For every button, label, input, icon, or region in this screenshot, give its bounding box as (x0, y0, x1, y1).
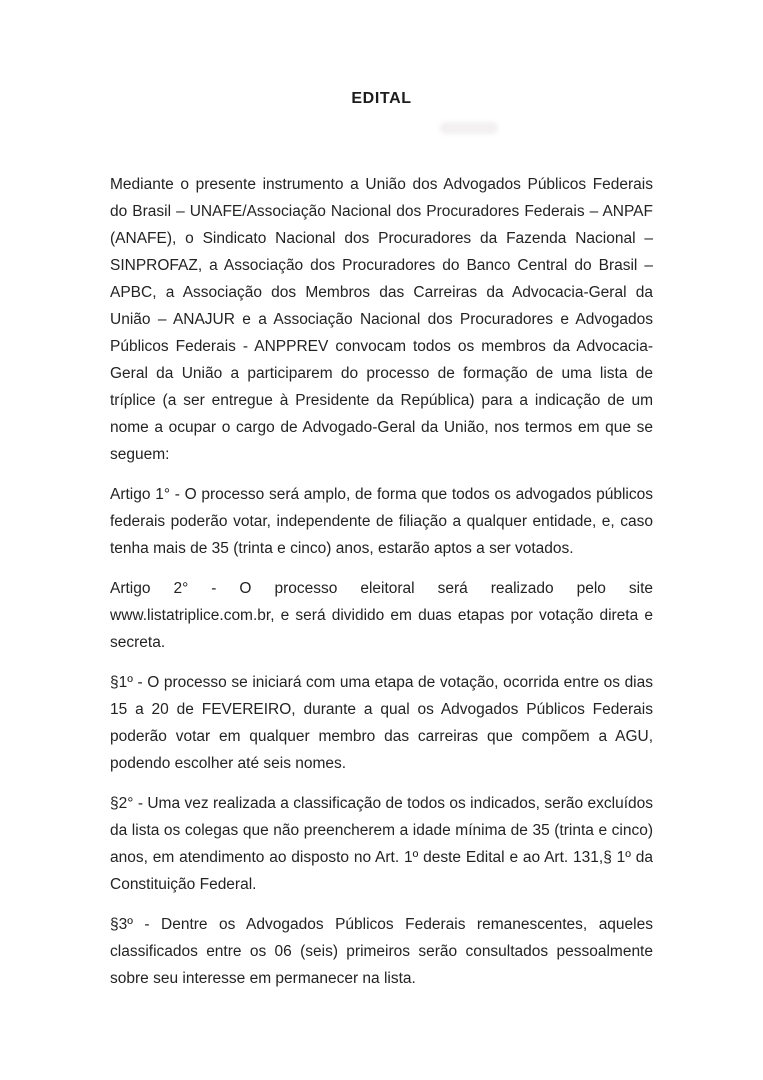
paragrafo-2-paragraph: §2° - Uma vez realizada a classificação de todos os indicados, serão excluídos da lista os colegas que não preencherem a idade mínima de 35 (trinta e cinco) anos, em atendimento ao disposto no Art. 1º deste Edital e ao Art. 131,§ 1º da Constituição Federal. (110, 795, 653, 893)
paragrafo-3-paragraph: §3º - Dentre os Advogados Públicos Federais remanescentes, aqueles classificados entre os 06 (seis) primeiros serão consultados pessoalmente sobre seu interesse em permanecer na lista. (110, 916, 653, 987)
artigo-2-paragraph: Artigo 2° - O processo eleitoral será realizado pelo site www.listatriplice.com.br, e será dividido em duas etapas por votação direta e secreta. (110, 580, 653, 651)
document-body (110, 171, 653, 992)
scan-smudge-artifact (440, 122, 498, 134)
artigo-1-paragraph: Artigo 1° - O processo será amplo, de forma que todos os advogados públicos federais poderão votar, independente de filiação a qualquer entidade, e, caso tenha mais de 35 (trinta e cinco) anos, estarão aptos a ser votados. (110, 486, 653, 557)
intro-paragraph: Mediante o presente instrumento a União dos Advogados Públicos Federais do Brasil – UNAFE/Associação Nacional dos Procuradores Federais – ANPAF (ANAFE), o Sindicato Nacional dos Procuradores da Fazenda Nacional – SINPROFAZ, a Associação dos Procuradores do Banco Central do Brasil – APBC, a Associação dos Membros das Carreiras da Advocacia-Geral da União – ANAJUR e a Associação Nacional dos Procuradores e Advogados Públicos Federais - ANPPREV convocam todos os membros da Advocacia-Geral da União a participarem do processo de formação de uma lista de tríplice (a ser entregue à Presidente da República) para a indicação de um nome a ocupar o cargo de Advogado-Geral da União, nos termos em que se seguem: (110, 176, 653, 463)
paragrafo-1-paragraph: §1º - O processo se iniciará com uma etapa de votação, ocorrida entre os dias 15 a 20 de FEVEREIRO, durante a qual os Advogados Públicos Federais poderão votar em qualquer membro das carreiras que compõem a AGU, podendo escolher até seis nomes. (110, 674, 653, 772)
document-title: EDITAL (351, 90, 412, 107)
